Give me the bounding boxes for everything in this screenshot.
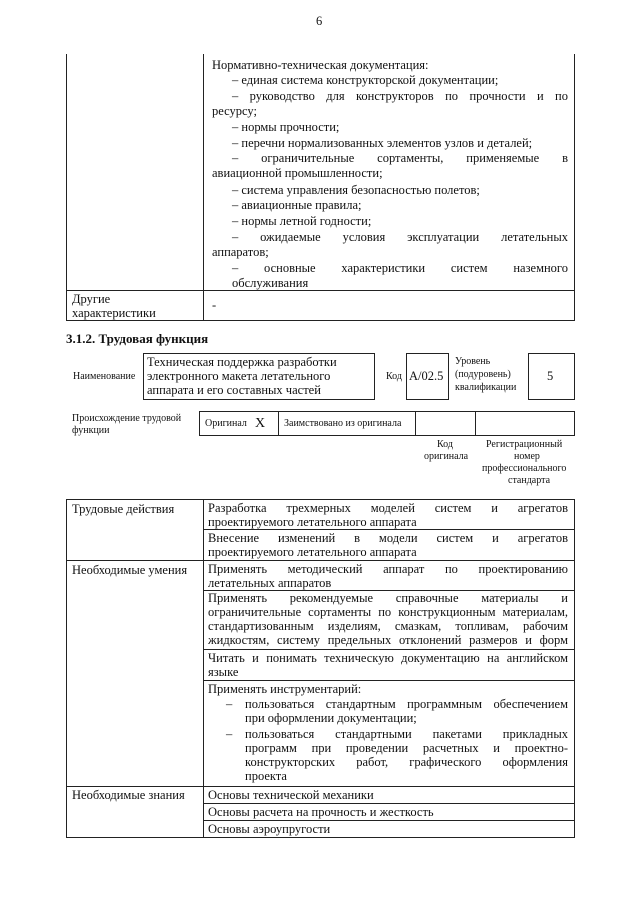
tools-intro: Применять инструментарий:: [208, 682, 362, 696]
name-value: аппарата и его составных частей: [147, 383, 321, 397]
code-label: Код: [386, 371, 402, 382]
skill-item: языке: [208, 665, 239, 679]
level-value: 5: [547, 369, 554, 383]
col-code-original: Код: [437, 439, 453, 450]
skill-item: Читать и понимать техническую документацию на английском: [208, 651, 568, 665]
code-value: A/02.5: [409, 369, 444, 383]
other-characteristics-label: характеристики: [72, 306, 156, 320]
norm-item: – авиационные правила;: [232, 198, 362, 212]
skill-item: стандартизованным изделиям, смазкам, топливам, рабочим: [208, 619, 568, 633]
norm-item: – нормы летной годности;: [232, 214, 372, 228]
skill-item: летательных аппаратов: [208, 576, 332, 590]
name-label: Наименование: [73, 371, 136, 382]
skill-item: Применять методический аппарат по проектированию: [208, 562, 568, 576]
origin-label: функции: [72, 425, 110, 436]
name-value: электронного макета летательного: [147, 369, 331, 383]
norm-docs-intro: Нормативно-техническая документация:: [212, 58, 429, 72]
skill-item: Применять рекомендуемые справочные материалы и: [208, 591, 568, 605]
norm-item: обслуживания: [232, 276, 309, 290]
borrowed-label: Заимствовано из оригинала: [284, 418, 402, 429]
tool-item: пользоваться стандартными пакетами прикладных: [245, 727, 568, 741]
tool-item: конструкторских работ, графического оформления: [245, 755, 568, 769]
col-registration: Регистрационный: [486, 439, 563, 450]
skills-label: Необходимые умения: [72, 563, 188, 577]
level-label: квалификации: [455, 382, 517, 393]
other-characteristics-label: Другие: [72, 292, 111, 306]
col-code-original: оригинала: [424, 451, 469, 462]
actions-label: Трудовые действия: [72, 502, 175, 516]
knowledge-label: Необходимые знания: [72, 788, 185, 802]
norm-item: – перечни нормализованных элементов узлов и деталей;: [232, 136, 533, 150]
norm-item: – нормы прочности;: [232, 120, 340, 134]
tool-item: проекта: [245, 769, 287, 783]
col-registration: стандарта: [508, 475, 551, 486]
tool-item: при оформлении документации;: [245, 711, 417, 725]
name-value: Техническая поддержка разработки: [147, 355, 337, 369]
norm-item: авиационной промышленности;: [212, 166, 383, 180]
action-item: Внесение изменений в модели систем и агрегатов: [208, 531, 568, 545]
original-mark: X: [255, 416, 266, 431]
level-label: (подуровень): [455, 369, 511, 380]
dash-bullet: –: [226, 727, 233, 741]
norm-item: – руководство для конструкторов по прочности и по: [232, 89, 568, 103]
action-item: проектируемого летательного аппарата: [208, 545, 417, 559]
norm-item: – единая система конструкторской документации;: [232, 73, 499, 87]
skill-item: жидкостям, систему предельных отклонений размеров и форм: [208, 633, 568, 647]
origin-label: Происхождение трудовой: [72, 413, 182, 424]
level-label: Уровень: [455, 356, 491, 367]
norm-item: – основные характеристики систем наземного: [232, 261, 568, 275]
col-registration: профессионального: [482, 463, 567, 474]
col-registration: номер: [514, 451, 540, 462]
section-heading: 3.1.2. Трудовая функция: [66, 331, 209, 346]
action-item: проектируемого летательного аппарата: [208, 515, 417, 529]
other-characteristics-value: -: [212, 298, 217, 312]
knowledge-item: Основы расчета на прочность и жесткость: [208, 805, 434, 819]
knowledge-item: Основы аэроупругости: [208, 822, 331, 836]
knowledge-item: Основы технической механики: [208, 788, 374, 802]
tool-item: программ при проведении расчетных и проектно-: [245, 741, 568, 755]
norm-item: – система управления безопасностью полетов;: [232, 183, 480, 197]
original-label: Оригинал: [205, 418, 247, 429]
tool-item: пользоваться стандартным программным обеспечением: [245, 697, 568, 711]
skill-item: ограничительные сортаменты по конструкционным материалам,: [208, 605, 568, 619]
action-item: Разработка трехмерных моделей систем и агрегатов: [208, 501, 568, 515]
norm-item: – ограничительные сортаменты, применяемые в: [232, 151, 568, 165]
norm-item: – ожидаемые условия эксплуатации летательных: [232, 230, 568, 244]
dash-bullet: –: [226, 697, 233, 711]
norm-item: ресурсу;: [212, 104, 257, 118]
norm-item: аппаратов;: [212, 245, 269, 259]
page-number: 6: [316, 14, 323, 28]
